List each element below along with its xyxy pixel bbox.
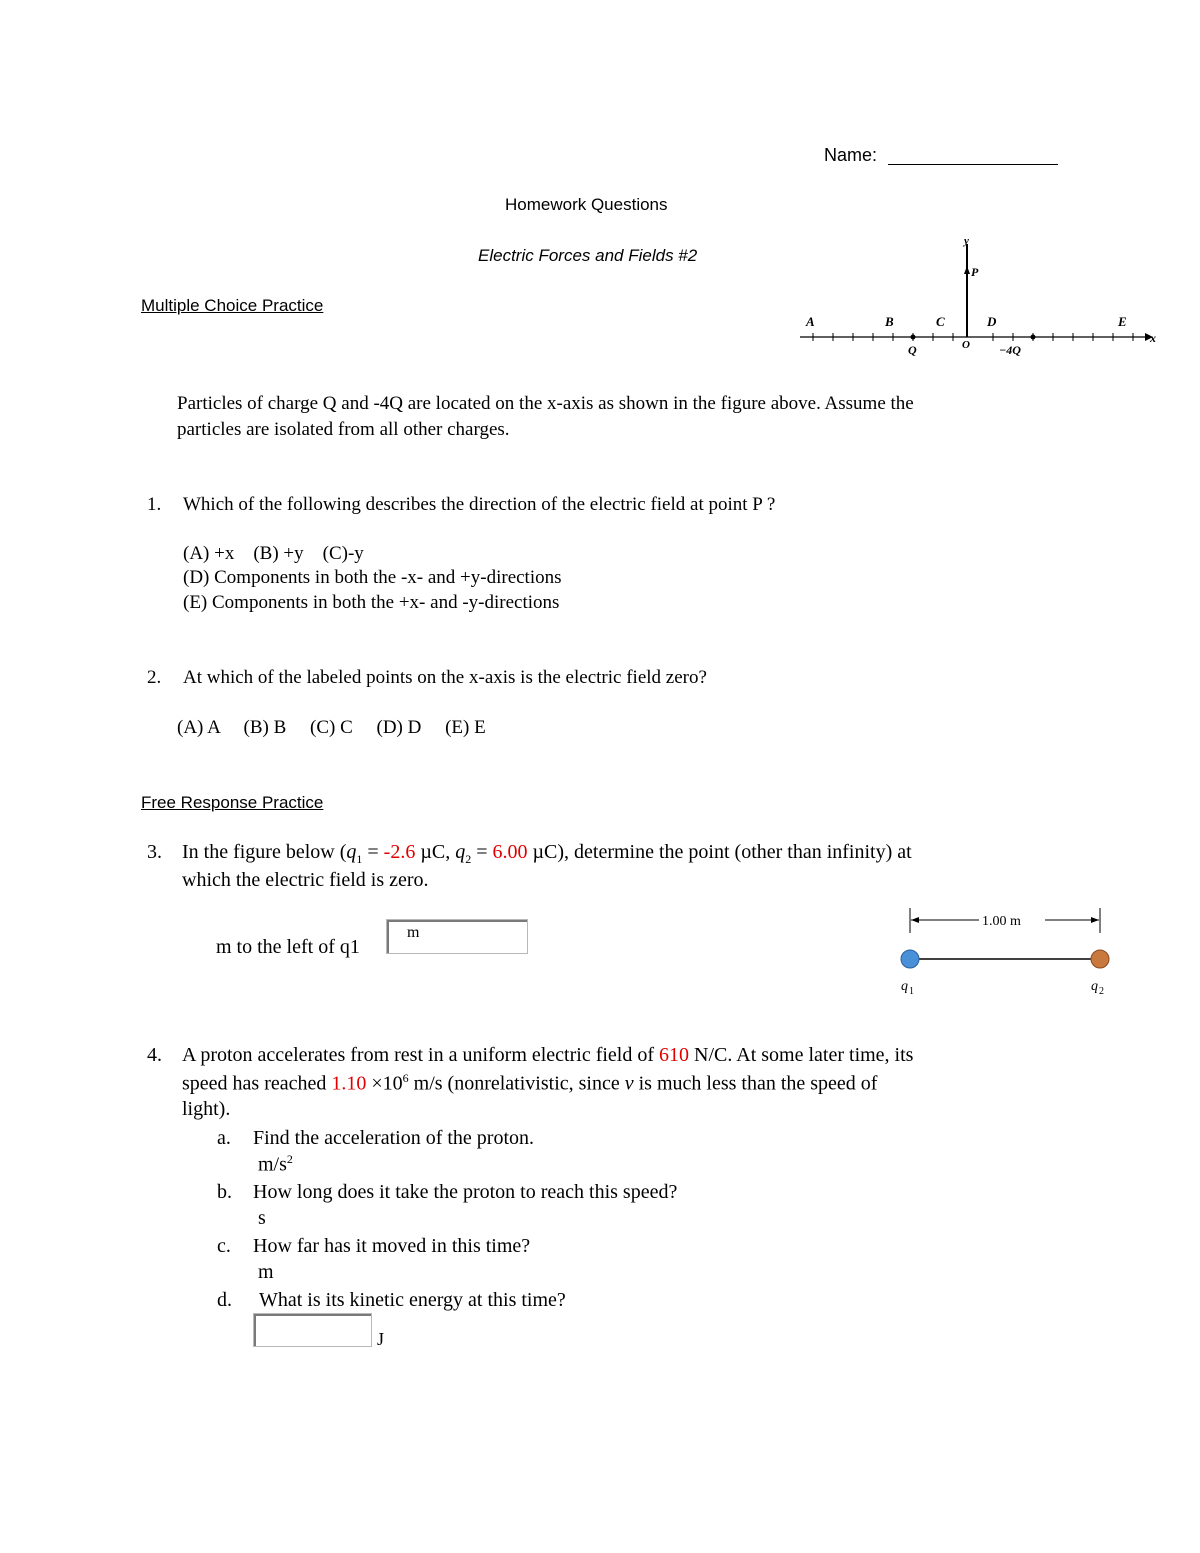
q4-text: A proton accelerates from rest in a uniform electric field of (182, 1044, 660, 1066)
charge-axis-figure (795, 232, 1165, 357)
question-1-number: 1. (147, 494, 162, 515)
charge-q-dot (911, 335, 916, 340)
part-b-letter: b. (217, 1181, 232, 1203)
q3-text: µC), determine the point (other than infinity) at (527, 841, 912, 863)
part-d-letter: d. (217, 1289, 232, 1311)
question-2-text: At which of the labeled points on the x-axis is the electric field zero? (183, 667, 707, 688)
q4-text: speed has reached (182, 1072, 332, 1095)
question-2-number: 2. (147, 667, 162, 688)
question-4-line-3: light). (182, 1098, 231, 1120)
question-4-number: 4. (147, 1044, 162, 1066)
name-label: Name: (824, 145, 878, 165)
multiple-choice-heading: Multiple Choice Practice (141, 296, 324, 315)
q1-subscript: 1 (356, 852, 363, 866)
point-p-marker (964, 266, 970, 274)
intro-line-2: particles are isolated from all other charges. (177, 419, 510, 440)
question-3-answer-prefix: m to the left of q1 (216, 936, 360, 958)
question-3-answer-input[interactable] (386, 919, 528, 954)
q3-text: In the figure below ( (182, 841, 347, 863)
question-1-option-line: (A) +x (B) +y (C)-y (183, 543, 364, 564)
part-d-text: What is its kinetic energy at this time? (259, 1289, 566, 1311)
part-b-unit: s (258, 1207, 266, 1229)
origin-label: O (962, 339, 970, 351)
two-charge-figure (895, 903, 1115, 1003)
dimension-arrow-left (911, 917, 919, 923)
question-3-line-2: which the electric field is zero. (182, 869, 429, 891)
part-d-answer-input[interactable] (253, 1313, 372, 1347)
question-3-line-1 (182, 841, 912, 867)
question-1-text: Which of the following describes the direction of the electric field at point P ? (183, 494, 776, 515)
charge-q1-label: q (901, 979, 908, 994)
question-3-input-value: m (407, 924, 420, 941)
part-a-unit (258, 1152, 293, 1177)
question-1-option-line: (E) Components in both the +x- and -y-directions (183, 592, 560, 613)
charge-q1-subscript: 1 (909, 986, 914, 997)
part-a-unit-exponent: 2 (286, 1152, 293, 1166)
point-d-label: D (987, 314, 997, 329)
part-c-unit: m (258, 1261, 274, 1283)
point-p-label: P (971, 265, 979, 279)
part-a-text: Find the acceleration of the proton. (253, 1127, 535, 1149)
charge-neg4q-dot (1031, 335, 1036, 340)
q3-unit: µC, (415, 841, 456, 863)
charge-neg4q-label: −4Q (999, 343, 1021, 357)
q3-equals: = (362, 841, 384, 863)
charge-q1-sphere (901, 950, 919, 968)
q4-text: ×10 (366, 1072, 403, 1095)
distance-label: 1.00 m (982, 914, 1021, 929)
question-4-line-1 (182, 1044, 913, 1067)
question-3-number: 3. (147, 841, 162, 863)
question-4-line-2 (182, 1071, 877, 1096)
speed-exponent: 6 (402, 1071, 409, 1085)
intro-line-1: Particles of charge Q and -4Q are located on the x-axis as shown in the figure above. Assume the (177, 393, 914, 414)
field-value: 610 (659, 1044, 690, 1066)
part-a-unit-text: m/s (258, 1153, 287, 1176)
q4-text: N/C. At some later time, its (689, 1044, 914, 1066)
q2-symbol: q (455, 841, 466, 863)
q4-text: is much less than the speed of (633, 1072, 878, 1095)
charge-q-label: Q (908, 343, 917, 357)
x-axis-label: x (1150, 331, 1156, 345)
name-line[interactable] (888, 164, 1058, 165)
page-subtitle: Electric Forces and Fields #2 (478, 246, 698, 265)
q1-symbol: q (346, 841, 357, 863)
q2-value: 6.00 (492, 841, 528, 863)
part-c-letter: c. (217, 1235, 231, 1257)
point-c-label: C (936, 314, 945, 329)
charge-q2-sphere (1091, 950, 1109, 968)
question-2-options: (A) A (B) B (C) C (D) D (E) E (177, 717, 486, 738)
free-response-heading: Free Response Practice (141, 793, 324, 812)
q1-value: -2.6 (383, 841, 416, 863)
charge-q2-label: q (1091, 979, 1098, 994)
part-c-text: How far has it moved in this time? (253, 1235, 531, 1257)
point-a-label: A (806, 314, 815, 329)
part-d-unit: J (377, 1329, 385, 1349)
q3-equals: = (471, 841, 493, 863)
speed-value: 1.10 (331, 1072, 367, 1095)
question-1-option-line: (D) Components in both the -x- and +y-directions (183, 567, 562, 588)
q2-subscript: 2 (465, 852, 472, 866)
part-a-letter: a. (217, 1127, 231, 1149)
v-symbol: v (624, 1072, 634, 1095)
charge-q2-subscript: 2 (1099, 986, 1104, 997)
dimension-arrow-right (1091, 917, 1099, 923)
part-b-text: How long does it take the proton to reach this speed? (253, 1181, 678, 1203)
page-title: Homework Questions (505, 195, 668, 214)
y-axis-label: y (964, 235, 969, 247)
point-b-label: B (885, 314, 894, 329)
q4-text: m/s (nonrelativistic, since (408, 1072, 625, 1095)
point-e-label: E (1118, 314, 1127, 329)
